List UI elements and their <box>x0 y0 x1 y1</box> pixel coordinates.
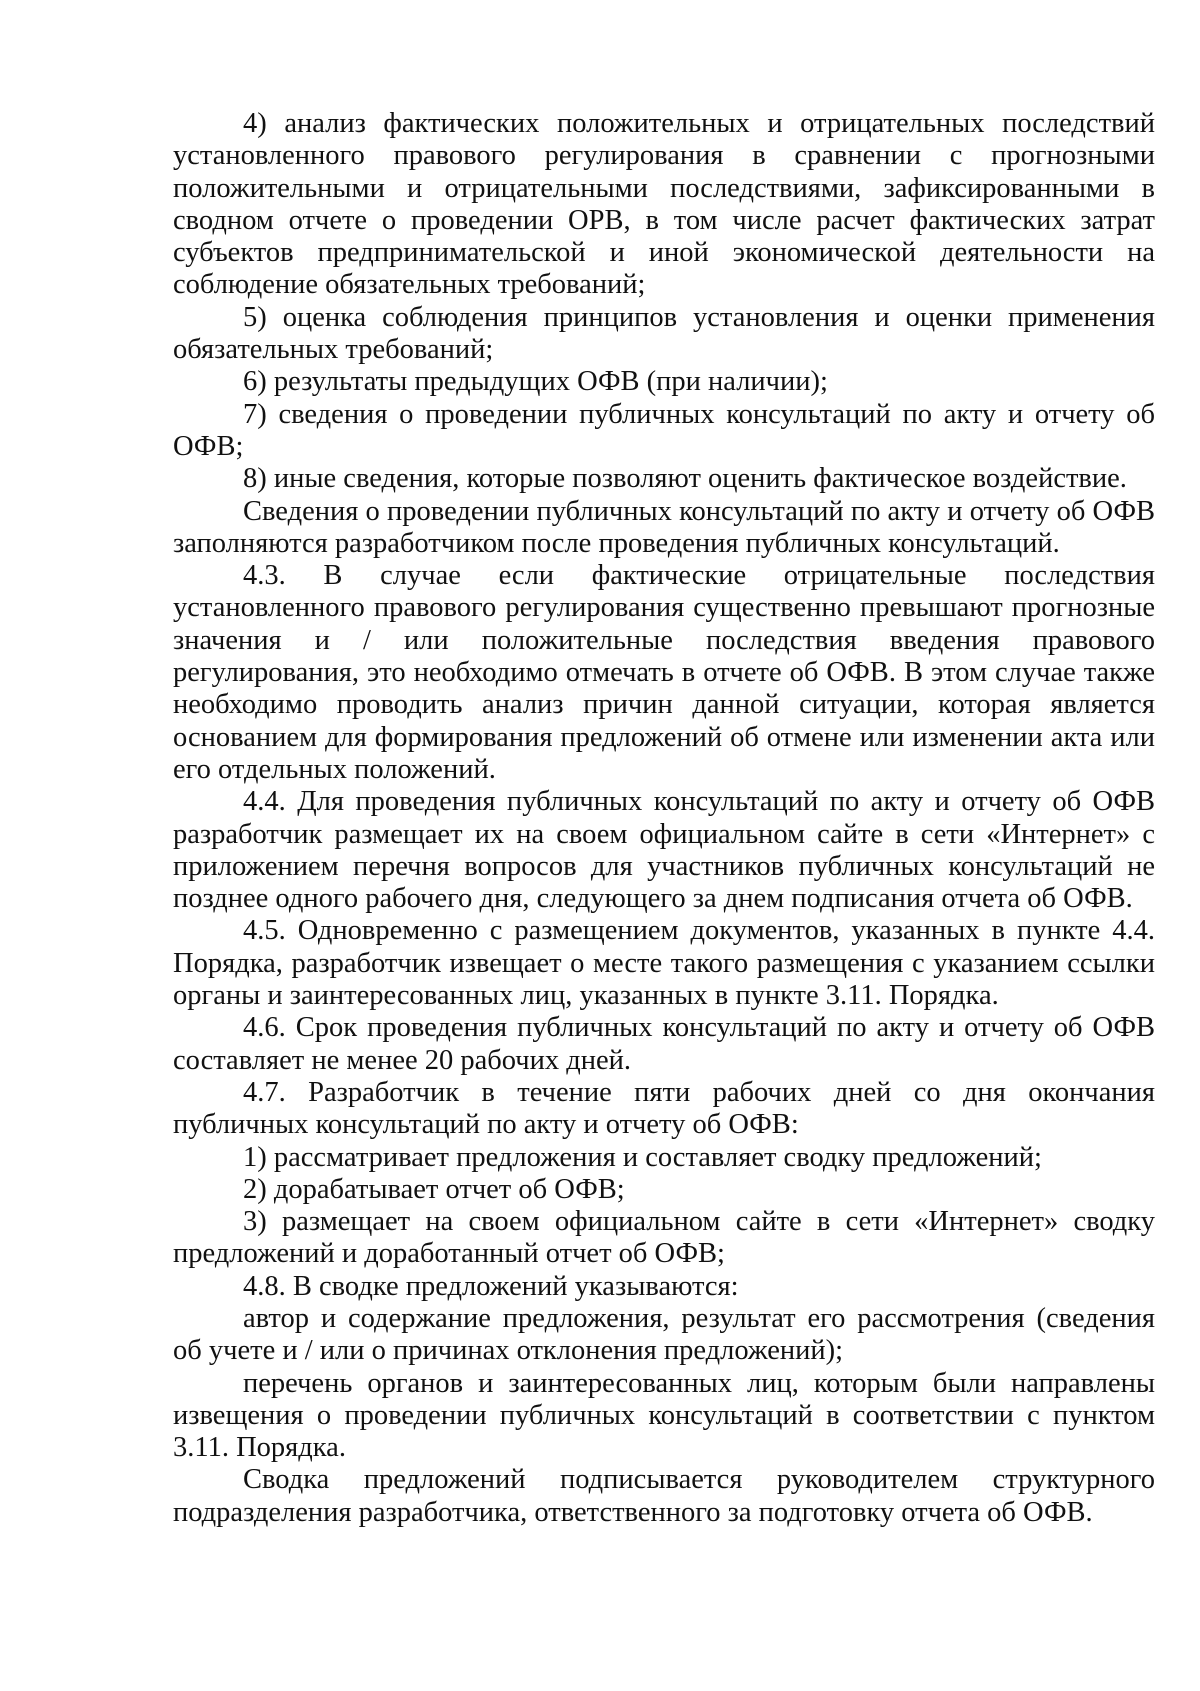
paragraph-4-7-item-1: 1) рассматривает предложения и составляет сводку предложений; <box>243 1141 1042 1173</box>
document-page <box>173 108 1155 1529</box>
paragraph-4-7: 4.7. Разработчик в течение пяти рабочих дней со дня окончания публичных консультаций по акту и отчету об ОФВ: <box>173 1076 1155 1141</box>
paragraph-item-8: 8) иные сведения, которые позволяют оценить фактическое воздействие. <box>243 463 1127 495</box>
paragraph-4-8: 4.8. В сводке предложений указываются: <box>243 1270 739 1302</box>
paragraph-4-5: 4.5. Одновременно с размещением документов, указанных в пункте 4.4. Порядка, разработчик извещает о месте такого размещения с указанием ссылки органы и заинтересованных лиц, указанных в пункте 3.11. Порядка. <box>173 915 1155 1012</box>
paragraph-4-7-item-2: 2) дорабатывает отчет об ОФВ; <box>243 1173 625 1205</box>
paragraph-4-8-recipients: перечень органов и заинтересованных лиц, которым были направлены извещения о проведении публичных консультаций в соответствии с пунктом 3.11. Порядка. <box>173 1367 1155 1464</box>
paragraph-item-6: 6) результаты предыдущих ОФВ (при наличии); <box>243 366 828 398</box>
paragraph-item-7: 7) сведения о проведении публичных консультаций по акту и отчету об ОФВ; <box>173 398 1155 462</box>
paragraph-4-4: 4.4. Для проведения публичных консультаций по акту и отчету об ОФВ разработчик размещает их на своем официальном сайте в сети «Интернет» с приложением перечня вопросов для участников публичных консультаций не позднее одного рабочего дня, следующего за днем подписания отчета об ОФВ. <box>173 786 1155 915</box>
paragraph-4-8-author: автор и содержание предложения, результат его рассмотрения (сведения об учете и / или о причинах отклонения предложений); <box>173 1302 1155 1367</box>
paragraph-summary-signature: Сводка предложений подписывается руководителем структурного подразделения разработчика, ответственного за подготовку отчета об ОФВ. <box>173 1464 1155 1528</box>
paragraph-consultation-info: Сведения о проведении публичных консультаций по акту и отчету об ОФВ заполняются разработчиком после проведения публичных консультаций. <box>173 495 1155 559</box>
paragraph-item-5: 5) оценка соблюдения принципов установления и оценки применения обязательных требований; <box>173 301 1155 366</box>
paragraph-item-4: 4) анализ фактических положительных и отрицательных последствий установленного правового регулирования в сравнении с прогнозными положительными и отрицательными последствиями, зафиксированными в сводном отчете о проведении ОРВ, в том числе расчет фактических затрат субъектов предпринимательской и иной экономической деятельности на соблюдение обязательных требований; <box>173 108 1155 301</box>
paragraph-4-6: 4.6. Срок проведения публичных консультаций по акту и отчету об ОФВ составляет не менее 20 рабочих дней. <box>173 1012 1155 1076</box>
paragraph-4-3: 4.3. В случае если фактические отрицательные последствия установленного правового регулирования существенно превышают прогнозные значения и / или положительные последствия введения правового регулирования, это необходимо отмечать в отчете об ОФВ. В этом случае также необходимо проводить анализ причин данной ситуации, которая является основанием для формирования предложений об отмене или изменении акта или его отдельных положений. <box>173 560 1155 785</box>
paragraph-4-7-item-3: 3) размещает на своем официальном сайте в сети «Интернет» сводку предложений и доработанный отчет об ОФВ; <box>173 1206 1155 1270</box>
